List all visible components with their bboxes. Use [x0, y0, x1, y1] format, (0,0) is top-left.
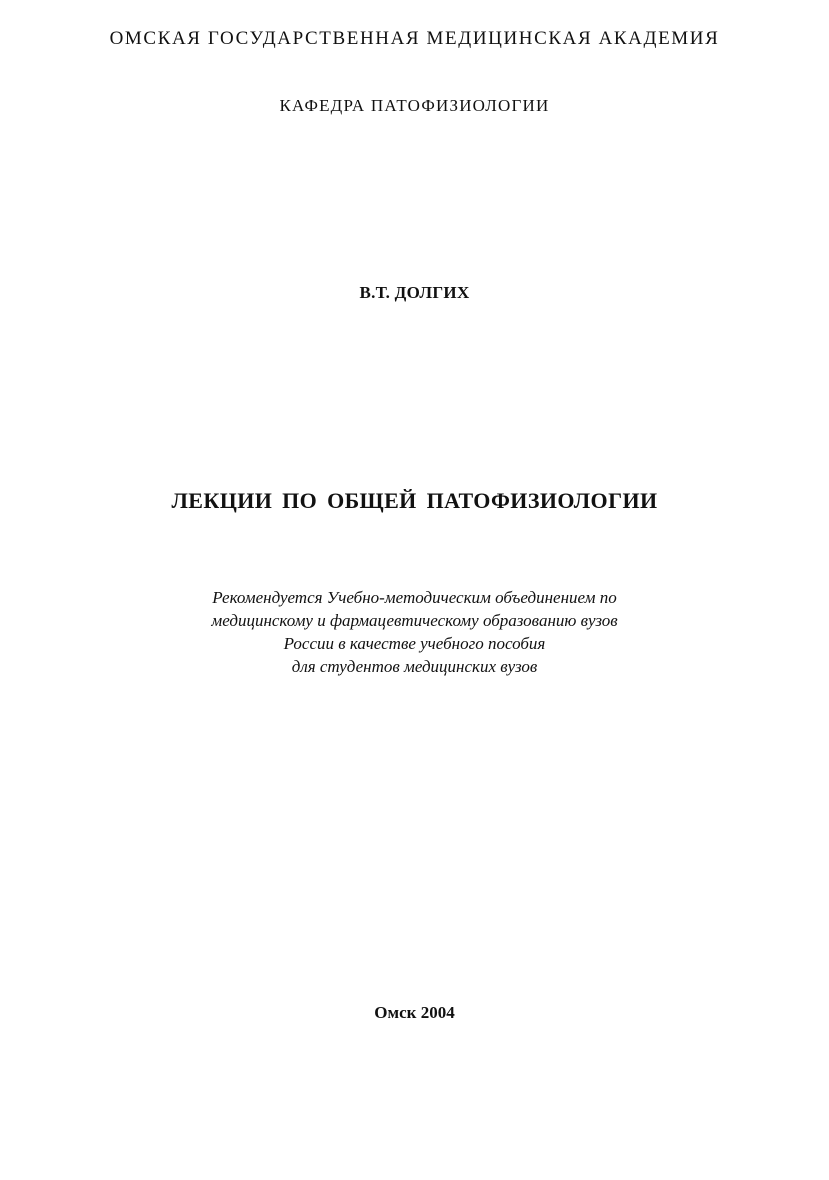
recommendation-note	[0, 586, 829, 678]
recommendation-line: для студентов медицинских вузов	[291, 657, 538, 676]
publication-imprint: Омск 2004	[374, 1003, 455, 1022]
author-name: В.Т. ДОЛГИХ	[359, 283, 470, 302]
recommendation-line: медицинскому и фармацевтическому образованию вузов	[211, 611, 618, 630]
recommendation-line: Рекомендуется Учебно-методическим объединением по	[212, 588, 617, 607]
recommendation-line: России в качестве учебного пособия	[283, 634, 546, 653]
institution-name: ОМСКАЯ ГОСУДАРСТВЕННАЯ МЕДИЦИНСКАЯ АКАДЕМИЯ	[109, 28, 720, 49]
department-name: КАФЕДРА ПАТОФИЗИОЛОГИИ	[279, 96, 550, 115]
book-title: ЛЕКЦИИ ПО ОБЩЕЙ ПАТОФИЗИОЛОГИИ	[171, 488, 658, 513]
